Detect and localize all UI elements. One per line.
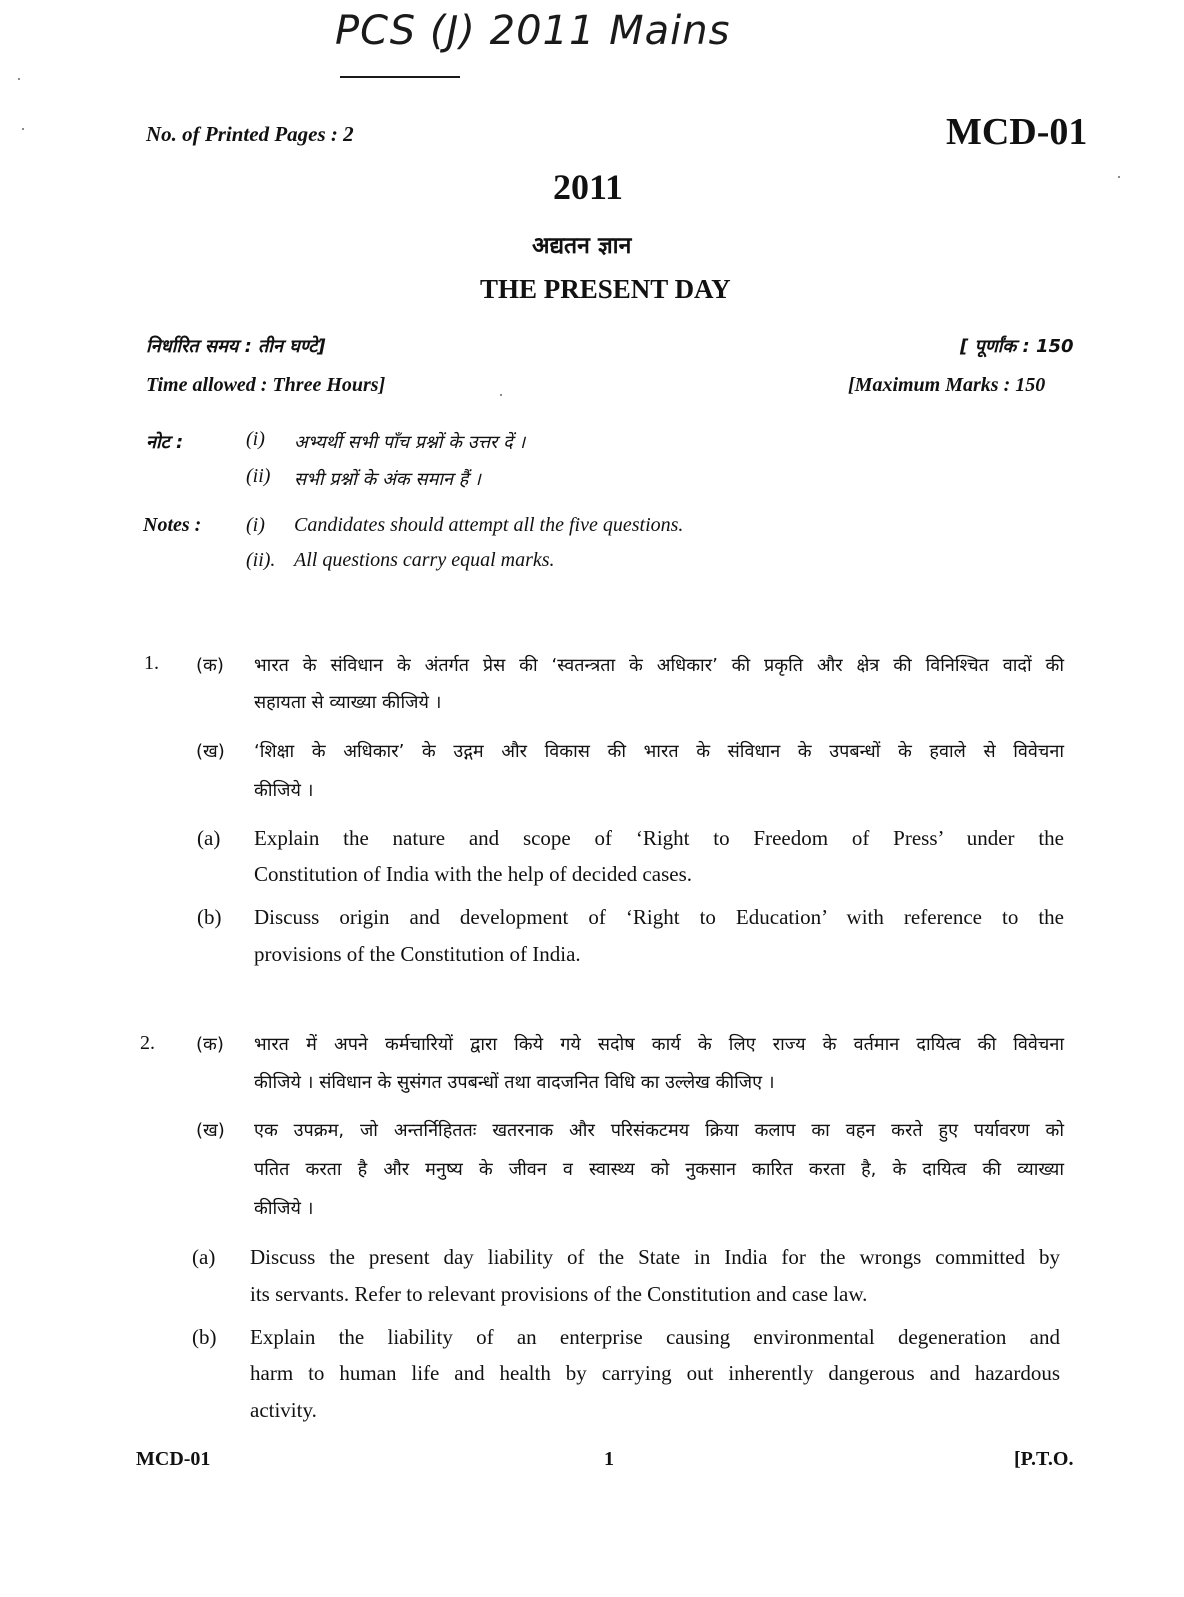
question-number: 1. [144,652,159,674]
time-hindi: निर्धारित समय : तीन घण्टे] [146,336,326,357]
part-label: (क) [196,1034,224,1055]
part-line: its servants. Refer to relevant provisions of the Constitution and case law. [250,1282,868,1306]
part-label: (b) [197,905,222,929]
part-line: activity. [250,1398,317,1422]
notes-hindi-label: नोट : [146,432,184,453]
note-english-num: (ii). [246,549,276,571]
question-number: 2. [140,1032,155,1054]
title-hindi: अद्यतन ज्ञान [532,233,632,259]
part-line: पतित करता है और मनुष्य के जीवन व स्वास्थ्य को नुकसान कारित करता है, के दायित्व की व्याख्या [254,1159,1064,1180]
part-label: (ख) [196,741,225,762]
time-english: Time allowed : Three Hours] [146,374,386,396]
note-english-num: (i) [246,514,265,536]
title-english: THE PRESENT DAY [480,274,731,304]
page-number: 1 [604,1448,614,1470]
part-line: Explain the liability of an enterprise causing environmental degeneration and [250,1325,1060,1349]
part-line: Explain the nature and scope of ‘Right to Freedom of Press’ under the [254,826,1064,850]
part-line: ‘शिक्षा के अधिकार’ के उद्गम और विकास की भारत के संविधान के उपबन्धों के हवाले से विवेचना [254,741,1064,762]
part-line: सहायता से व्याख्या कीजिये । [254,692,442,713]
notes-english-label: Notes : [143,514,202,536]
part-line: Discuss origin and development of ‘Right to Education’ with reference to the [254,905,1064,929]
note-hindi-text: सभी प्रश्नों के अंक समान हैं । [294,469,481,490]
part-line: भारत के संविधान के अंतर्गत प्रेस की ‘स्वतन्त्रता के अधिकार’ की प्रकृति और क्षेत्र की विनिश्चित वादों की [254,655,1064,676]
note-hindi-text: अभ्यर्थी सभी पाँच प्रश्नों के उत्तर दें । [294,432,526,453]
part-line: Constitution of India with the help of decided cases. [254,862,692,886]
marks-hindi: [ पूर्णांक : 150 [960,336,1074,357]
part-line: harm to human life and health by carrying out inherently dangerous and hazardous [250,1361,1060,1385]
please-turn-over: [P.T.O. [1014,1448,1074,1470]
handwritten-underline [340,76,460,78]
part-line: भारत में अपने कर्मचारियों द्वारा किये गये सदोष कार्य के लिए राज्य के वर्तमान दायित्व की विवेचना [254,1034,1064,1055]
part-line: Discuss the present day liability of the State in India for the wrongs committed by [250,1245,1060,1269]
paper-code: MCD-01 [946,111,1088,153]
part-line: कीजिये । संविधान के सुसंगत उपबन्धों तथा वादजनित विधि का उल्लेख कीजिए । [254,1072,775,1093]
footer-code: MCD-01 [136,1448,211,1470]
part-label: (a) [192,1245,216,1269]
part-line: एक उपक्रम, जो अन्तर्निहिततः खतरनाक और परिसंकटमय क्रिया कलाप का वहन करते हुए पर्यावरण को [254,1120,1064,1141]
part-line: कीजिये । [254,780,314,801]
note-english-text: Candidates should attempt all the five questions. [294,514,684,536]
part-line: कीजिये । [254,1198,314,1219]
scan-speck [500,394,502,396]
scan-speck [18,78,20,80]
part-label: (b) [192,1325,217,1349]
part-label: (a) [197,826,221,850]
part-line: provisions of the Constitution of India. [254,942,581,966]
part-label: (क) [196,655,224,676]
part-label: (ख) [196,1120,225,1141]
scan-speck [1118,176,1120,178]
scan-speck [22,128,24,130]
note-hindi-num: (i) [246,428,265,450]
printed-pages: No. of Printed Pages : 2 [146,122,354,146]
marks-english: [Maximum Marks : 150 [848,374,1046,396]
handwritten-annotation: PCS (J) 2011 Mains [335,8,731,54]
note-english-text: All questions carry equal marks. [294,549,555,571]
note-hindi-num: (ii) [246,465,271,487]
exam-year: 2011 [553,167,624,207]
